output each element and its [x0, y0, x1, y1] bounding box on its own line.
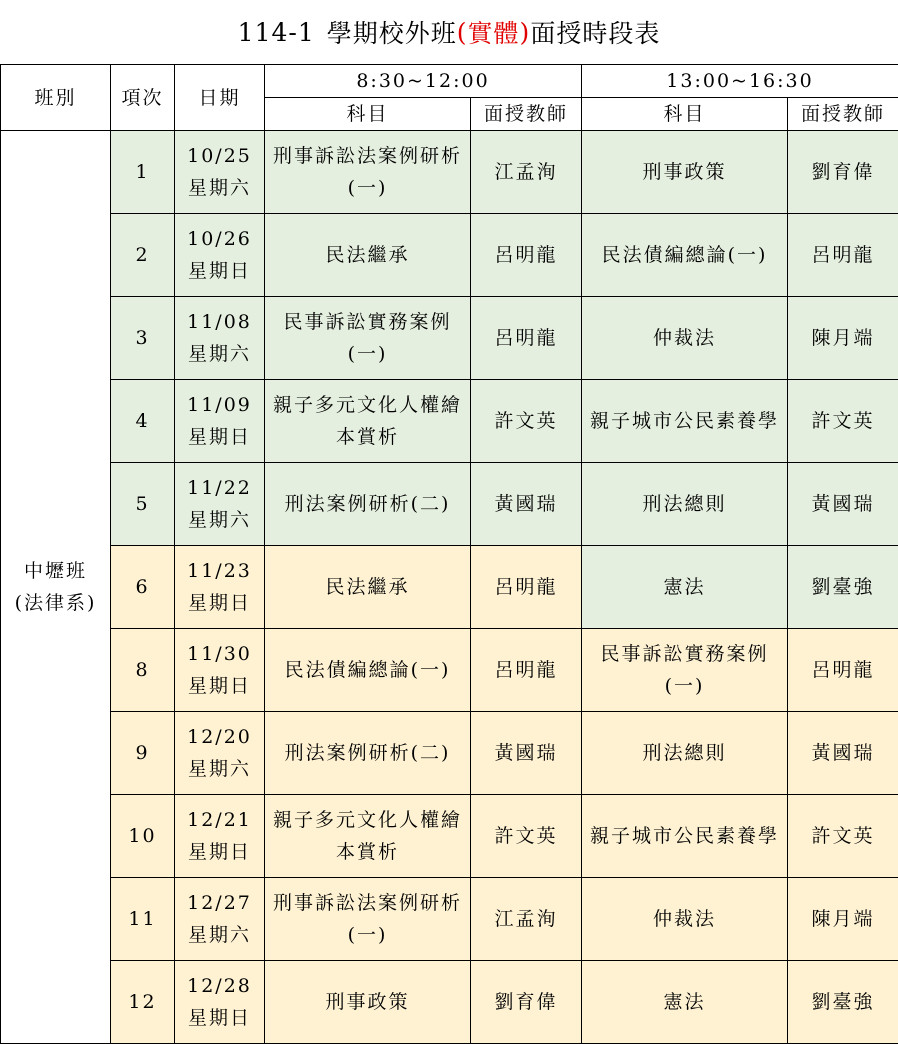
date-text: 10/25: [175, 140, 264, 172]
am-teacher-cell: [471, 380, 582, 463]
pm-subject-text: 憲法: [582, 571, 787, 603]
pm-subject-cell: [582, 131, 788, 214]
pm-teacher-cell: [788, 795, 898, 878]
pm-subject-text: 民法債編總論(一): [582, 239, 787, 271]
header-pm-teacher: 面授教師: [788, 98, 898, 131]
date-text: 11/09: [175, 389, 264, 421]
am-subject-cell: [265, 546, 471, 629]
table-row: [1, 546, 898, 629]
date-text: 12/20: [175, 721, 264, 753]
weekday-text: 星期六: [175, 172, 264, 204]
am-subject-text: 刑法案例研析(二): [265, 488, 470, 520]
am-subject-text: 刑法案例研析(二): [265, 737, 470, 769]
pm-teacher-text: 陳月端: [788, 322, 898, 354]
weekday-text: 星期六: [175, 753, 264, 785]
am-teacher-text: 江孟洵: [471, 156, 581, 188]
pm-subject-cell: [582, 380, 788, 463]
am-teacher-text: 呂明龍: [471, 654, 581, 686]
pm-teacher-cell: [788, 463, 898, 546]
item-cell: 10: [111, 795, 175, 878]
am-subject-cell: [265, 380, 471, 463]
title-prefix: 114-1: [238, 18, 315, 47]
pm-teacher-text: 黃國瑞: [788, 737, 898, 769]
pm-teacher-cell: [788, 961, 898, 1044]
item-cell: 3: [111, 297, 175, 380]
date-cell: [175, 795, 265, 878]
schedule-table: [0, 64, 898, 1044]
am-subject-text: 刑事政策: [265, 986, 470, 1018]
am-subject-cell: [265, 131, 471, 214]
schedule-body: [1, 131, 898, 1044]
pm-teacher-text: 許文英: [788, 820, 898, 852]
table-row: [1, 795, 898, 878]
weekday-text: 星期日: [175, 1002, 264, 1034]
pm-subject-text: 刑法總則: [582, 488, 787, 520]
header-am-subject: 科目: [265, 98, 471, 131]
pm-teacher-text: 劉臺強: [788, 986, 898, 1018]
date-cell: [175, 961, 265, 1044]
header-date: 日期: [175, 65, 265, 131]
page-title: [0, 0, 898, 64]
header-pm-subject: 科目: [582, 98, 788, 131]
am-subject-text: 民法繼承: [265, 571, 470, 603]
pm-subject-cell: [582, 712, 788, 795]
header-morning: 8:30~12:00: [265, 65, 582, 98]
pm-teacher-cell: [788, 878, 898, 961]
header-item: 項次: [111, 65, 175, 131]
date-text: 11/23: [175, 555, 264, 587]
pm-teacher-text: 陳月端: [788, 903, 898, 935]
am-subject-text: 親子多元文化人權繪本賞析: [265, 804, 470, 868]
header-afternoon: 13:00~16:30: [582, 65, 898, 98]
am-teacher-cell: [471, 214, 582, 297]
title-mid: 學期校外班: [327, 14, 457, 50]
pm-teacher-cell: [788, 297, 898, 380]
am-subject-cell: [265, 878, 471, 961]
am-teacher-text: 呂明龍: [471, 322, 581, 354]
am-subject-text: 民事訴訟實務案例(一): [265, 306, 470, 370]
pm-subject-cell: [582, 297, 788, 380]
am-teacher-text: 許文英: [471, 405, 581, 437]
am-teacher-cell: [471, 629, 582, 712]
pm-subject-text: 仲裁法: [582, 903, 787, 935]
class-name-line2: (法律系): [1, 587, 110, 619]
item-cell: 4: [111, 380, 175, 463]
table-row: [1, 961, 898, 1044]
pm-subject-text: 憲法: [582, 986, 787, 1018]
pm-subject-text: 刑事政策: [582, 156, 787, 188]
item-cell: 9: [111, 712, 175, 795]
pm-subject-text: 親子城市公民素養學: [582, 820, 787, 852]
am-teacher-cell: [471, 878, 582, 961]
am-teacher-text: 黃國瑞: [471, 488, 581, 520]
pm-subject-text: 民事訴訟實務案例(一): [582, 638, 787, 702]
am-teacher-cell: [471, 131, 582, 214]
am-teacher-text: 許文英: [471, 820, 581, 852]
item-cell: 8: [111, 629, 175, 712]
am-subject-cell: [265, 795, 471, 878]
table-row: [1, 297, 898, 380]
pm-subject-text: 刑法總則: [582, 737, 787, 769]
pm-subject-cell: [582, 629, 788, 712]
am-subject-cell: [265, 961, 471, 1044]
date-text: 11/22: [175, 472, 264, 504]
date-text: 11/08: [175, 306, 264, 338]
pm-teacher-cell: [788, 546, 898, 629]
pm-subject-text: 親子城市公民素養學: [582, 405, 787, 437]
title-highlight: 實體: [468, 14, 520, 50]
am-teacher-cell: [471, 712, 582, 795]
table-row: [1, 629, 898, 712]
am-teacher-text: 黃國瑞: [471, 737, 581, 769]
am-subject-cell: [265, 297, 471, 380]
am-subject-text: 民法繼承: [265, 239, 470, 271]
am-teacher-text: 江孟洵: [471, 903, 581, 935]
title-paren-close: ): [520, 18, 531, 47]
am-subject-cell: [265, 712, 471, 795]
pm-subject-cell: [582, 214, 788, 297]
title-paren-open: (: [457, 18, 468, 47]
date-text: 10/26: [175, 223, 264, 255]
date-cell: [175, 297, 265, 380]
header-am-teacher: 面授教師: [471, 98, 582, 131]
date-cell: [175, 878, 265, 961]
pm-subject-text: 仲裁法: [582, 322, 787, 354]
am-subject-text: 刑事訴訟法案例研析(一): [265, 140, 470, 204]
table-row: [1, 380, 898, 463]
am-teacher-cell: [471, 297, 582, 380]
table-row: [1, 878, 898, 961]
am-teacher-text: 呂明龍: [471, 571, 581, 603]
date-text: 11/30: [175, 638, 264, 670]
am-subject-text: 刑事訴訟法案例研析(一): [265, 887, 470, 951]
item-cell: 11: [111, 878, 175, 961]
weekday-text: 星期六: [175, 338, 264, 370]
am-teacher-cell: [471, 546, 582, 629]
am-teacher-text: 劉育偉: [471, 986, 581, 1018]
date-cell: [175, 546, 265, 629]
pm-teacher-text: 呂明龍: [788, 654, 898, 686]
date-text: 12/28: [175, 970, 264, 1002]
date-cell: [175, 463, 265, 546]
am-subject-cell: [265, 214, 471, 297]
table-row: [1, 131, 898, 214]
date-text: 12/27: [175, 887, 264, 919]
am-teacher-text: 呂明龍: [471, 239, 581, 271]
title-suffix: 面授時段表: [530, 14, 660, 50]
date-cell: [175, 380, 265, 463]
table-row: [1, 712, 898, 795]
date-cell: [175, 131, 265, 214]
pm-teacher-cell: [788, 214, 898, 297]
date-cell: [175, 629, 265, 712]
date-cell: [175, 214, 265, 297]
weekday-text: 星期日: [175, 587, 264, 619]
pm-teacher-cell: [788, 629, 898, 712]
pm-teacher-text: 劉育偉: [788, 156, 898, 188]
weekday-text: 星期日: [175, 670, 264, 702]
am-subject-cell: [265, 463, 471, 546]
pm-teacher-cell: [788, 131, 898, 214]
pm-subject-cell: [582, 961, 788, 1044]
pm-teacher-cell: [788, 712, 898, 795]
pm-teacher-text: 許文英: [788, 405, 898, 437]
pm-subject-cell: [582, 795, 788, 878]
date-cell: [175, 712, 265, 795]
pm-teacher-cell: [788, 380, 898, 463]
weekday-text: 星期日: [175, 836, 264, 868]
item-cell: 12: [111, 961, 175, 1044]
header-class: 班別: [1, 65, 111, 131]
am-teacher-cell: [471, 795, 582, 878]
table-row: [1, 463, 898, 546]
am-teacher-cell: [471, 961, 582, 1044]
weekday-text: 星期六: [175, 919, 264, 951]
item-cell: 5: [111, 463, 175, 546]
pm-teacher-text: 呂明龍: [788, 239, 898, 271]
class-name-cell: [1, 131, 111, 1044]
am-teacher-cell: [471, 463, 582, 546]
item-cell: 2: [111, 214, 175, 297]
pm-subject-cell: [582, 878, 788, 961]
class-name-line1: 中壢班: [1, 555, 110, 587]
am-subject-text: 民法債編總論(一): [265, 654, 470, 686]
weekday-text: 星期六: [175, 504, 264, 536]
pm-teacher-text: 黃國瑞: [788, 488, 898, 520]
weekday-text: 星期日: [175, 421, 264, 453]
am-subject-cell: [265, 629, 471, 712]
pm-subject-cell: [582, 546, 788, 629]
item-cell: 6: [111, 546, 175, 629]
am-subject-text: 親子多元文化人權繪本賞析: [265, 389, 470, 453]
pm-subject-cell: [582, 463, 788, 546]
item-cell: 1: [111, 131, 175, 214]
table-row: [1, 214, 898, 297]
weekday-text: 星期日: [175, 255, 264, 287]
pm-teacher-text: 劉臺強: [788, 571, 898, 603]
date-text: 12/21: [175, 804, 264, 836]
